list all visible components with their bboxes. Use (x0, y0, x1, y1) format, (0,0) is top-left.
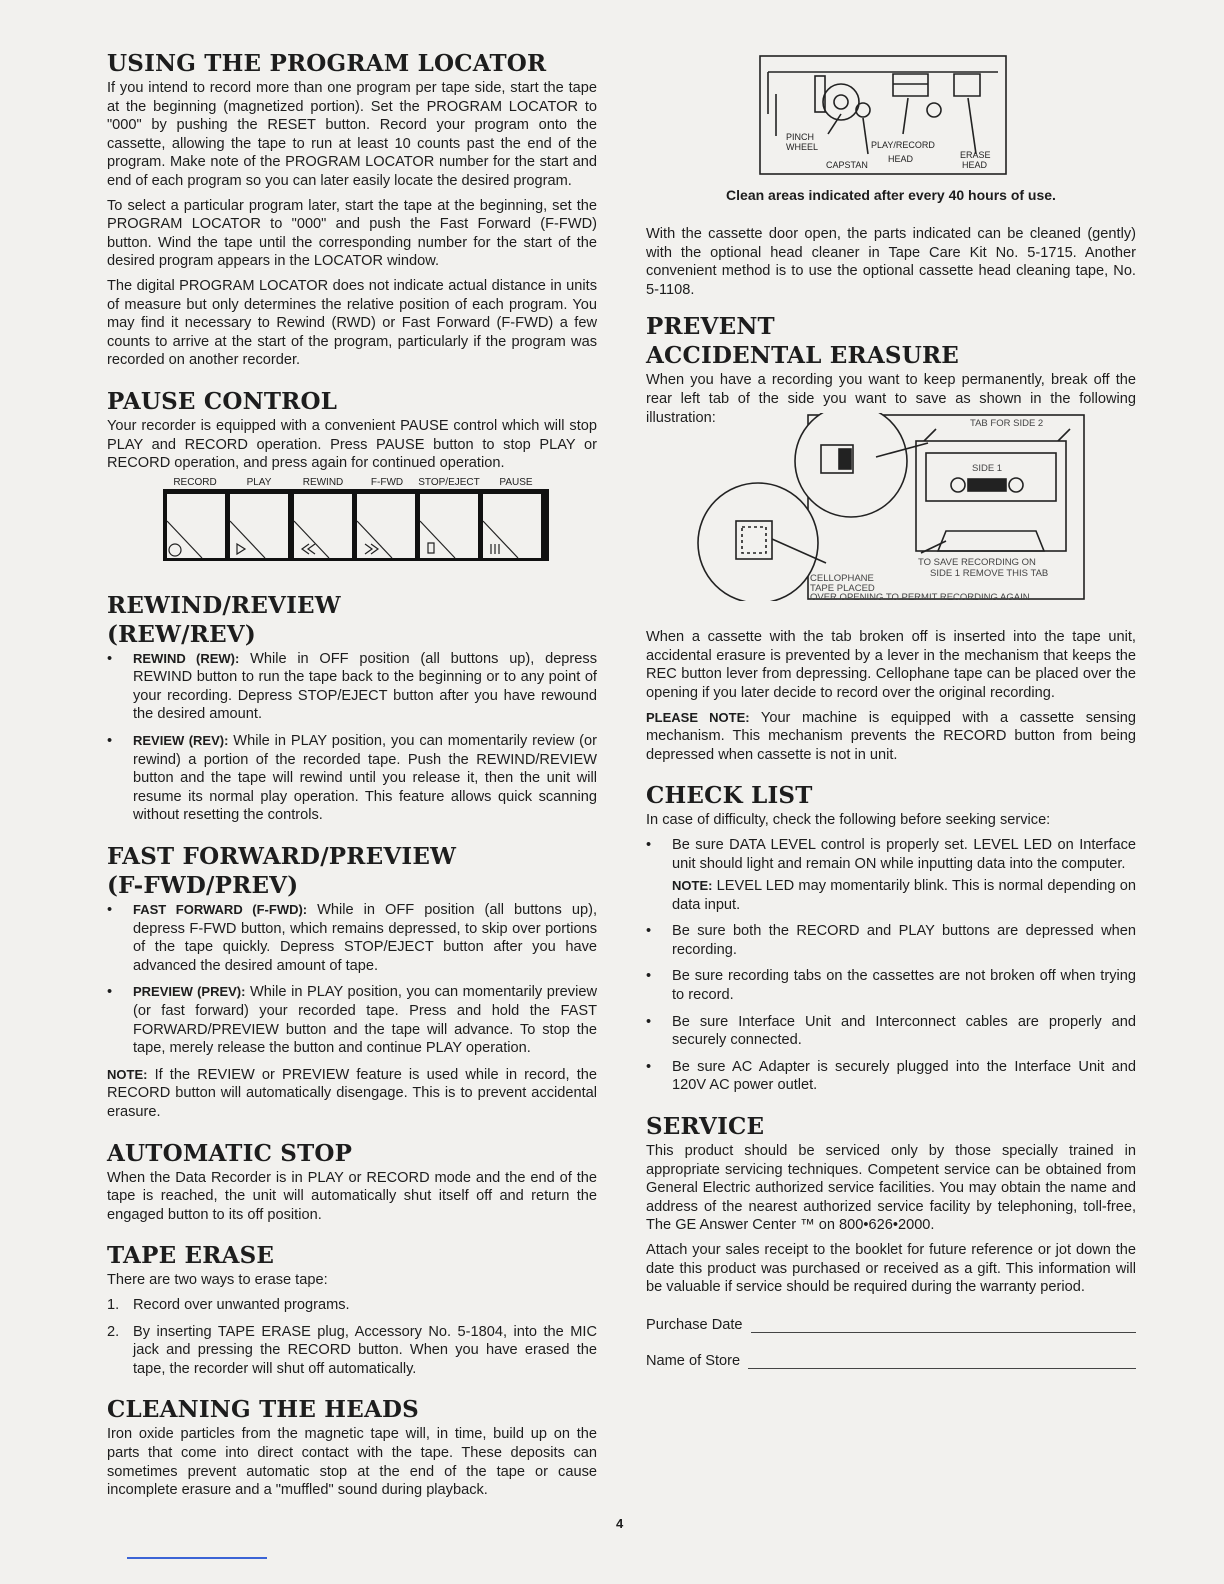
paragraph: With the cassette door open, the parts indicated can be cleaned (gently) with the optional head cleaner in Tape Care Kit No. 5-1715. Another convenient method is to use the optional cassette head cleaning tape, No. 5-1108. (646, 226, 1136, 298)
list-item: • Be sure Interface Unit and Interconnect cables are properly and securely connected. (646, 1013, 1136, 1050)
paragraph: To select a particular program later, start the tape at the beginning, set the PROGRAM LOCATOR to "000" and push the Fast Forward (F-FWD) button. Wind the tape until the corresponding number for the start of the desired program appears in the LOCATOR window. (107, 197, 597, 270)
label-capstan: CAPSTAN (826, 160, 868, 170)
left-column (107, 50, 597, 1518)
paragraph: The digital PROGRAM LOCATOR does not indicate actual distance in units of measure but only determines the relative position of each program. You may find it necessary to Rewind (RWD) or Fast Forward (F-FWD) a few counts to arrive at the start of the program, particularly if the program was recorded on another recorder. (107, 277, 597, 369)
paragraph: If you intend to record more than one program per tape side, start the tape at the beginning (magnetized portion). Set the PROGRAM LOCATOR to "000" by pushing the RESET button. Record your program onto the cassette, allowing the tape to run at least 10 counts past the end of the program. Make note of the PROGRAM LOCATOR number for the start and end of each program so you can later easily locate the desired program. (107, 80, 597, 189)
label-tab-side-2: TAB FOR SIDE 2 (970, 418, 1044, 430)
section-service (646, 1113, 1136, 1369)
section-cleaning-heads (107, 1396, 597, 1499)
cassette-tab-illustration (646, 413, 1136, 601)
label-play-record-head: HEAD (888, 154, 914, 164)
heading-rewind-review: REWIND/REVIEW (107, 591, 341, 619)
label-cellophane-2: TAPE PLACED (810, 583, 875, 595)
section-program-locator (107, 50, 597, 370)
heading-rew-rev: (REW/REV) (107, 620, 256, 648)
paragraph: In case of difficulty, check the following before seeking service: (646, 812, 1051, 829)
list-item: 1. Record over unwanted programs. (107, 1296, 350, 1313)
list-item: 2. By inserting TAPE ERASE plug, Accessory No. 5-1804, into the MIC jack and pressing the RECORD button. When you have erased the tape, the recorder will shut off automatically. (107, 1323, 597, 1377)
heading-prevent: PREVENT (646, 313, 775, 341)
section-automatic-stop (107, 1140, 597, 1225)
heading-cleaning-heads: CLEANING THE HEADS (107, 1396, 419, 1424)
paragraph: When a cassette with the tab broken off is inserted into the tape unit, accidental erasure is prevented by a lever in the mechanism that keeps the REC button lever from depressing. Cellophane tape can be placed over the opening if you later decide to record over the original recording. (646, 629, 1136, 701)
decorative-rule (127, 1557, 267, 1559)
heading-fast-forward-preview: FAST FORWARD/PREVIEW (107, 843, 457, 871)
label-pause: PAUSE (499, 476, 533, 488)
paragraph: Your recorder is equipped with a convenient PAUSE control which will stop PLAY and RECORD operation. Press PAUSE button to stop PLAY or RECORD operation, and press again for continued operation. (107, 417, 597, 472)
paragraph: There are two ways to erase tape: (107, 1272, 328, 1289)
section-rewind-review (107, 592, 597, 825)
tape-heads-illustration (758, 54, 1008, 176)
purchase-date-line[interactable] (751, 1318, 1136, 1333)
section-fast-forward (107, 843, 597, 1122)
label-save-1: TO SAVE RECORDING ON (918, 557, 1036, 569)
list-item: • Be sure both the RECORD and PLAY buttons are depressed when recording. (646, 922, 1136, 959)
rewind-list (107, 650, 597, 825)
heading-check-list: CHECK LIST (646, 782, 813, 810)
heading-program-locator: USING THE PROGRAM LOCATOR (107, 50, 547, 77)
list-item: • Be sure recording tabs on the cassettes are not broken off when trying to record. (646, 967, 1136, 1004)
label-cellophane-3: OVER OPENING TO PERMIT RECORDING AGAIN (810, 592, 1030, 602)
label-pinch: PINCH (786, 132, 815, 142)
page-number: 4 (616, 1516, 624, 1531)
section-pause-control (107, 388, 597, 570)
button-panel-illustration (107, 473, 597, 565)
store-name-field[interactable] (646, 1353, 1136, 1369)
list-item: • Be sure DATA LEVEL control is properly set. LEVEL LED on Interface unit should light and remain ON while inputting data into the computer. NOTE: LEVEL LED may momentarily blink. This is normal depending on data input. (646, 836, 1136, 914)
heading-automatic-stop: AUTOMATIC STOP (107, 1139, 353, 1167)
label-save-2: SIDE 1 REMOVE THIS TAB (930, 568, 1049, 580)
label-play: PLAY (246, 476, 272, 488)
list-item: • REWIND (REW): While in OFF position (all buttons up), depress REWIND button to run the tape back to the beginning or to any point of your recording. Depress STOP/EJECT button after you have rewound the desired amount. (107, 650, 597, 724)
label-erase: ERASE (960, 150, 991, 160)
label-rewind: REWIND (302, 476, 344, 488)
heads-figure-labels (786, 132, 991, 170)
paragraph: When you have a recording you want to keep permanently, break off the rear left tab of the side you want to save as shown in the following illustration: (646, 372, 1136, 426)
store-name-line[interactable] (748, 1354, 1136, 1369)
purchase-date-field[interactable] (646, 1317, 1136, 1333)
note-paragraph: PLEASE NOTE: Your machine is equipped with a cassette sensing mechanism. This mechanism prevents the RECORD button from being depressed when cassette is not in unit. (646, 709, 1136, 763)
list-item-note: NOTE: LEVEL LED may momentarily blink. This is normal depending on data input. (672, 878, 1136, 913)
figure-caption: Clean areas indicated after every 40 hours of use. (726, 187, 1056, 203)
note-paragraph: NOTE: If the REVIEW or PREVIEW feature is used while in record, the RECORD button will automatically disengage. This is to prevent accidental erasure. (107, 1066, 597, 1120)
section-prevent-erasure (646, 313, 1136, 764)
heading-tape-erase: TAPE ERASE (107, 1242, 275, 1270)
erase-list (107, 1296, 597, 1378)
label-stop-eject: STOP/EJECT (418, 476, 480, 488)
list-item: • Be sure AC Adapter is securely plugged into the Interface Unit and 120V AC power outlet. (646, 1058, 1136, 1095)
label-wheel: WHEEL (786, 142, 819, 152)
label-record: RECORD (173, 476, 217, 488)
list-item: • FAST FORWARD (F-FWD): While in OFF position (all buttons up), depress F-FWD button, which remains depressed, to skip over portions of the tape quickly. Depress STOP/EJECT button after you have advanced the desired amount of tape. (107, 901, 597, 975)
section-cleaning-continued (646, 225, 1136, 299)
label-cellophane-1: CELLOPHANE (810, 573, 874, 585)
paragraph: Iron oxide particles from the magnetic tape will, in time, build up on the parts that come into direct contact with the tape. These deposits can sometimes prevent automatic stop at the end of the tape or cause incomplete erasure and a "muffled" sound during playback. (107, 1426, 597, 1499)
heading-pause-control: PAUSE CONTROL (107, 387, 338, 415)
ffwd-list (107, 901, 597, 1058)
label-erase-head: HEAD (962, 160, 988, 170)
paragraph: Attach your sales receipt to the booklet for future reference or jot down the date this product was purchased or received as a gift. This information will be valuable if service should be required during the warranty period. (646, 1242, 1136, 1296)
purchase-date-label: Purchase Date (646, 1316, 743, 1333)
heading-accidental-erasure: ACCIDENTAL ERASURE (646, 342, 959, 370)
label-side-1: SIDE 1 (972, 463, 1003, 475)
label-ffwd: F-FWD (370, 476, 404, 488)
checklist (646, 836, 1136, 1095)
heads-figure (758, 54, 1136, 181)
list-item: • PREVIEW (PREV): While in PLAY position, you can momentarily preview (or fast forward) your recorded tape. Press and hold the FAST FORWARD/PREVIEW button and the tape will advance. To stop the tape, merely release the button and continue PLAY operation. (107, 983, 597, 1057)
heading-service: SERVICE (646, 1113, 765, 1141)
paragraph: When the Data Recorder is in PLAY or RECORD mode and the end of the tape is reached, the unit will automatically shut itself off and return the engaged button to its off position. (107, 1169, 597, 1223)
label-play-record: PLAY/RECORD (871, 140, 935, 150)
paragraph: This product should be serviced only by those specially trained in appropriate servicing techniques. Competent service can be obtained from General Electric authorized service facilities. You may obtain the name and address of the nearest authorized service facility by telephoning, toll-free, The GE Answer Center ™ on 800•626•2000. (646, 1143, 1136, 1234)
section-check-list (646, 782, 1136, 1095)
right-column (646, 54, 1136, 1387)
section-tape-erase (107, 1242, 597, 1378)
list-item: • REVIEW (REV): While in PLAY position, you can momentarily review (or rewind) a portion of the recorded tape. Push the REWIND/REVIEW button and the tape will rewind until you release it, then the unit will resume its normal play operation. This feature allows quick scanning without resetting the controls. (107, 732, 597, 825)
heading-ffwd-prev: (F-FWD/PREV) (107, 872, 299, 900)
store-name-label: Name of Store (646, 1352, 741, 1369)
